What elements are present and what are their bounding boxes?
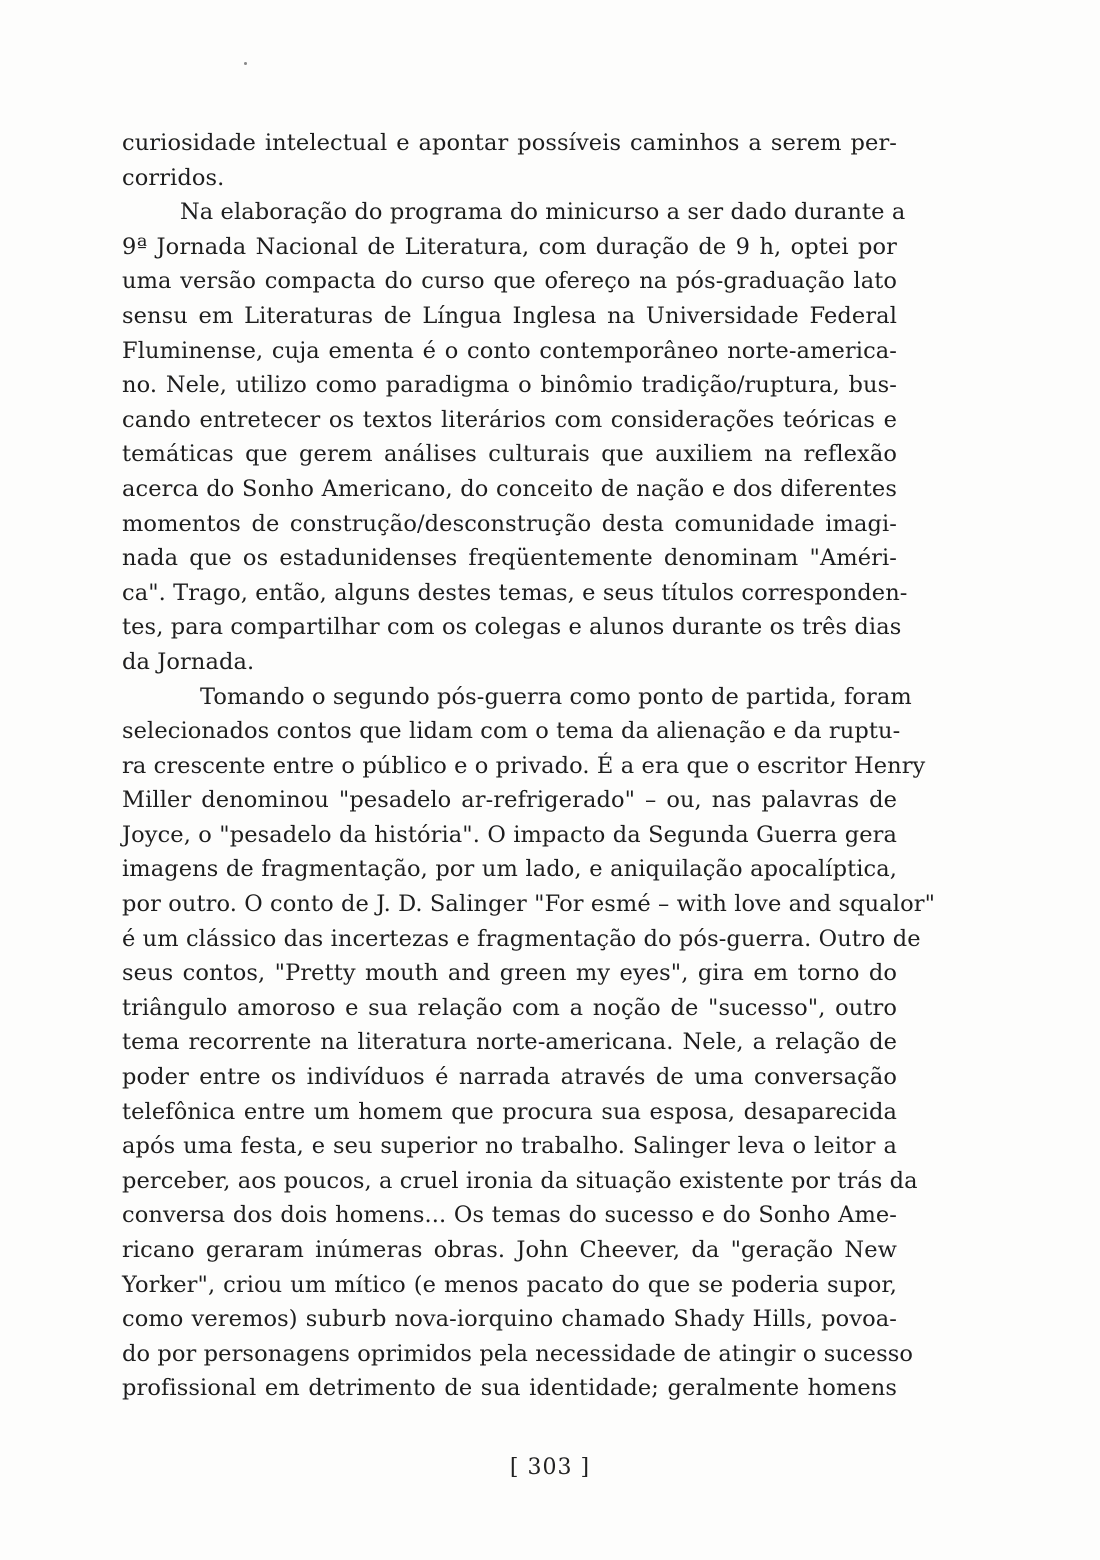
- text-line: do por personagens oprimidos pela necessidade de atingir o sucesso: [122, 1340, 914, 1367]
- text-line: Miller denominou "pesadelo ar-refrigerado" – ou, nas palavras de: [122, 787, 897, 814]
- text-line: Yorker", criou um mítico (e menos pacato do que se poderia supor,: [122, 1271, 897, 1298]
- text-line: uma versão compacta do curso que ofereço na pós-graduação lato: [122, 268, 897, 295]
- text-line: ricano geraram inúmeras obras. John Cheever, da "geração New: [122, 1237, 897, 1263]
- text-line: momentos de construção/desconstrução desta comunidade imagi-: [122, 510, 897, 537]
- text-line: Fluminense, cuja ementa é o conto contemporâneo norte-america-: [122, 337, 897, 364]
- text-line: cando entretecer os textos literários com considerações teóricas e: [122, 406, 897, 433]
- text-line: Joyce, o "pesadelo da história". O impacto da Segunda Guerra gera: [122, 821, 897, 848]
- text-line: no. Nele, utilizo como paradigma o binômio tradição/ruptura, bus-: [122, 372, 897, 399]
- text-line: acerca do Sonho Americano, do conceito de nação e dos diferentes: [122, 475, 897, 502]
- text-line: imagens de fragmentação, por um lado, e aniquilação apocalíptica,: [122, 856, 897, 883]
- body-text: [122, 126, 936, 1406]
- text-line: telefônica entre um homem que procura sua esposa, desaparecida: [122, 1098, 897, 1125]
- text-line: poder entre os indivíduos é narrada através de uma conversação: [122, 1064, 897, 1091]
- text-line: corridos.: [122, 164, 225, 191]
- text-line: após uma festa, e seu superior no trabalho. Salinger leva o leitor a: [122, 1133, 897, 1160]
- scan-speck: [244, 62, 247, 65]
- text-line: é um clássico das incertezas e fragmentação do pós-guerra. Outro de: [122, 925, 921, 952]
- text-line: Na elaboração do programa do minicurso a ser dado durante a: [180, 199, 906, 226]
- page-number: [ 303 ]: [509, 1455, 591, 1480]
- text-line: por outro. O conto de J. D. Salinger "For esmé – with love and squalor": [122, 891, 936, 918]
- text-line: como veremos) suburb nova-iorquino chamado Shady Hills, povoa-: [122, 1306, 897, 1333]
- text-line: 9ª Jornada Nacional de Literatura, com duração de 9 h, optei por: [122, 233, 897, 260]
- text-line: nada que os estadunidenses freqüentemente denominam "Améri-: [122, 545, 897, 572]
- text-line: ra crescente entre o público e o privado. É a era que o escritor Henry: [122, 752, 926, 779]
- text-line: profissional em detrimento de sua identidade; geralmente homens: [122, 1375, 897, 1402]
- text-line: tema recorrente na literatura norte-americana. Nele, a relação de: [122, 1029, 897, 1056]
- text-line: temáticas que gerem análises culturais que auxiliem na reflexão: [122, 441, 897, 468]
- text-line: triângulo amoroso e sua relação com a noção de "sucesso", outro: [122, 994, 897, 1021]
- text-line: seus contos, "Pretty mouth and green my eyes", gira em torno do: [122, 960, 897, 987]
- text-line: da Jornada.: [122, 648, 255, 675]
- text-line: selecionados contos que lidam com o tema da alienação e da ruptu-: [122, 718, 901, 745]
- text-line: perceber, aos poucos, a cruel ironia da situação existente por trás da: [122, 1167, 918, 1194]
- text-line: ca". Trago, então, alguns destes temas, e seus títulos corresponden-: [122, 579, 908, 606]
- text-line: tes, para compartilhar com os colegas e alunos durante os três dias: [122, 614, 902, 641]
- text-line: sensu em Literaturas de Língua Inglesa na Universidade Federal: [122, 302, 897, 329]
- text-line: conversa dos dois homens... Os temas do sucesso e do Sonho Ame-: [122, 1202, 897, 1229]
- text-line: Tomando o segundo pós-guerra como ponto de partida, foram: [200, 683, 912, 710]
- text-line: curiosidade intelectual e apontar possíveis caminhos a serem per-: [122, 130, 897, 156]
